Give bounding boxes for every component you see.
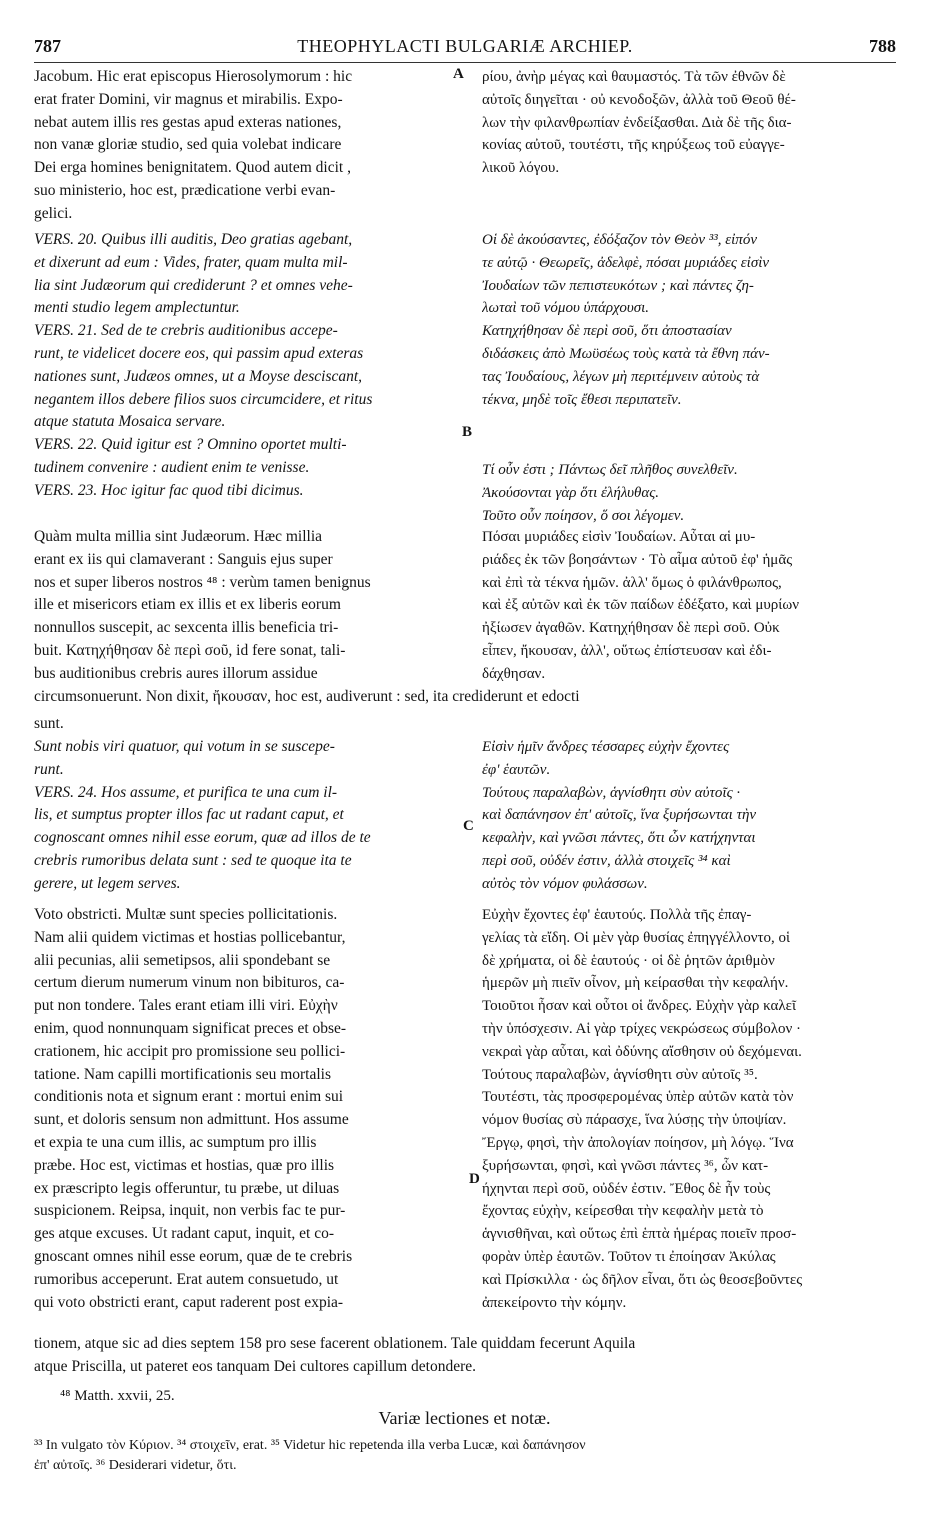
text-line: VERS. 20. Quibus illi auditis, Deo gratias agebant, xyxy=(34,231,353,248)
text-line: gnoscant omnes nihil esse eorum, quæ de te crebris xyxy=(34,1247,353,1265)
text-line: λων τὴν φιλανθρωπίαν ἐνδείξασθαι. Διὰ δὲ τῆς δια- xyxy=(482,114,792,131)
text-line: nationes sunt, Judæos omnes, ut a Moyse desciscant, xyxy=(34,367,363,385)
text-line: ήχηνται περὶ σοῦ, οὐδέν ἐστιν. Ἔθος δὲ ἦν τοὺς xyxy=(482,1180,771,1197)
margin-letter-a: A xyxy=(453,66,464,82)
text-line: τὴν ὑπόσχεσιν. Αἱ γὰρ τρίχες νεκρώσεως σύμβολον · xyxy=(482,1020,801,1037)
text-line: Ἔργῳ, φησὶ, τὴν ἀπολογίαν ποίησον, μὴ λόγῳ. Ἵνα xyxy=(482,1134,794,1151)
text-line: Εἰσὶν ἡμῖν ἄνδρες τέσσαρες εὐχὴν ἔχοντες xyxy=(482,739,730,755)
text-line: circumsonuerunt. Non dixit, ἤκουσαν, hoc est, audiverunt : sed, ita crediderunt et edocti xyxy=(34,688,580,705)
text-line: Ἰουδαίων τῶν πεπιστευκότων ; καὶ πάντες ζη- xyxy=(482,277,754,294)
text-line: Εὐχὴν ἔχοντες ἐφ' ἑαυτούς. Πολλὰ τῆς ἐπαγ- xyxy=(482,907,752,923)
page-header xyxy=(34,36,896,63)
text-block xyxy=(482,904,898,1314)
text-block xyxy=(482,66,898,180)
text-block xyxy=(482,526,898,686)
text-line: VERS. 21. Sed de te crebris auditionibus accepe- xyxy=(34,322,338,340)
text-line: ριάδες ἐκ τῶν βοησάντων · Τὸ αἷμα αὐτοῦ ἐφ' ἡμᾶς xyxy=(482,551,793,568)
text-line: alii pecunias, alii semetipsos, alii spondebant se xyxy=(34,951,331,969)
text-line: Quàm multa millia sint Judæorum. Hæc millia xyxy=(34,528,323,545)
text-line: suspicionem. Reipsa, inquit, non verbis fac te pur- xyxy=(34,1202,346,1220)
text-line: γελίας τὰ εἴδη. Οἱ μὲν γὰρ θυσίας ἐπηγγέλλοντο, οἱ xyxy=(482,929,791,946)
text-block xyxy=(34,904,462,1314)
full-width-paragraph xyxy=(34,1333,900,1379)
text-line: buit. Κατηχήθησαν δὲ περὶ σοῦ, id fere sonat, tali- xyxy=(34,641,346,659)
text-line: κονίας αὐτοῦ, τουτέστι, τῆς κηρύξεως τοῦ εὐαγγε- xyxy=(482,137,785,154)
text-line: gerere, ut legem serves. xyxy=(34,874,181,892)
text-block xyxy=(34,526,462,686)
text-line: νόμον θυσίας σὺ πάρασχε, ἵνα λύσῃς τὴν ὑποψίαν. xyxy=(482,1112,787,1129)
text-line: Sunt nobis viri quatuor, qui votum in se suscepe- xyxy=(34,738,335,755)
text-line: suo ministerio, hoc est, prædicatione verbi evan- xyxy=(34,181,336,199)
text-line: VERS. 22. Quid igitur est ? Omnino oportet multi- xyxy=(34,436,347,454)
text-line: φορὰν ὑπὲρ ἑαυτῶν. Τοῦτον τι ἐποίησαν Ἀκύλας xyxy=(482,1248,776,1265)
text-line: negantem illos debere filios suos circumcidere, et ritus xyxy=(34,390,373,408)
page-number-left: 787 xyxy=(34,36,61,56)
text-block xyxy=(34,713,462,736)
text-line: Πόσαι μυριάδες εἰσὶν Ἰουδαίων. Αὗται αἱ μυ- xyxy=(482,529,756,545)
text-line: runt. xyxy=(34,760,64,778)
text-line: nonnullos suscepit, ac sexcenta illis beneficia tri- xyxy=(34,619,339,637)
text-line: ἐφ' ἑαυτῶν. xyxy=(482,761,551,778)
text-line: Κατηχήθησαν δὲ περὶ σοῦ, ὅτι ἀποστασίαν xyxy=(482,323,732,340)
text-line: conditionis nota et signum erant : mortui enim sui xyxy=(34,1088,344,1106)
text-line: τε αὐτῷ · Θεωρεῖς, ἀδελφὲ, πόσαι μυριάδες εἰσὶν xyxy=(482,254,770,271)
text-line: Τούτους παραλαβὼν, ἁγνίσθητι σὺν αὐτοῖς · xyxy=(482,784,741,801)
text-line: διδάσκεις ἀπὸ Μωϋσέως τοὺς κατὰ τὰ ἔθνη πάν- xyxy=(482,345,770,362)
text-line: ξυρήσωνται, φησὶ, καὶ γνῶσι πάντες ³⁶, ὧν κατ- xyxy=(482,1157,769,1174)
text-line: VERS. 23. Hoc igitur fac quod tibi dicimus. xyxy=(34,481,304,499)
text-line: καὶ Πρίσκιλλα · ὡς δῆλον εἶναι, ὅτι ὡς θεοσεβοῦντες xyxy=(482,1271,803,1288)
text-line: et expia te una cum illis, ac sumptum pro illis xyxy=(34,1133,317,1151)
text-line: Dei erga homines benignitatem. Quod autem dicit , xyxy=(34,159,351,177)
text-line: εἶπεν, ἤκουσαν, ἀλλ', οὕτως ἐπίστευσαν καὶ ἐδι- xyxy=(482,642,772,659)
text-line: bus auditionibus crebris aures illorum assidue xyxy=(34,664,318,682)
text-line: VERS. 24. Hos assume, et purifica te una cum il- xyxy=(34,783,338,801)
text-line: lis, et sumptus propter illos fac ut radant caput, et xyxy=(34,806,344,824)
text-line: sunt, et doloris sensum non admittunt. Hos assume xyxy=(34,1111,349,1129)
text-line: qui voto obstricti erant, caput raderent post expia- xyxy=(34,1293,344,1311)
text-line: ἔχοντας εὐχὴν, κείρεσθαι τὴν κεφαλὴν μετὰ τὸ xyxy=(482,1203,764,1220)
text-line: Jacobum. Hic erat episcopus Hierosolymorum : hic xyxy=(34,68,353,85)
text-block xyxy=(482,229,898,411)
text-line: crationem, hic accipit pro promissione seu pollici- xyxy=(34,1042,346,1060)
text-line: sunt. xyxy=(34,715,64,732)
page-number-right: 788 xyxy=(869,36,896,56)
margin-letter-d: D xyxy=(469,1171,480,1187)
text-line: menti studio legem amplectuntur. xyxy=(34,299,240,317)
text-line: κεφαλὴν, καὶ γνῶσι πάντες, ὅτι ὧν κατήχηνται xyxy=(482,830,756,847)
text-line: runt, te videlicet docere eos, qui passim apud exteras xyxy=(34,344,364,362)
variae-lectiones-notes xyxy=(34,1436,900,1476)
text-line: ἀπεκείροντο τὴν κόμην. xyxy=(482,1294,627,1311)
footnote: ⁴⁸ Matth. xxvii, 25. xyxy=(60,1388,175,1404)
variae-lectiones-heading: Variæ lectiones et notæ. xyxy=(378,1408,551,1428)
text-line: tionem, atque sic ad dies septem 158 pro sese facerent oblationem. Tale quiddam fecerunt Aquila xyxy=(34,1335,636,1352)
text-line: Ἀκούσονται γὰρ ὅτι ἐλήλυθας. xyxy=(482,484,660,501)
text-line: rumoribus acceperunt. Erat autem consuetudo, ut xyxy=(34,1270,339,1288)
text-line: tatione. Nam capilli mortificationis seu mortalis xyxy=(34,1065,332,1083)
text-block xyxy=(482,459,898,527)
text-line: atque statuta Mosaica servare. xyxy=(34,413,226,431)
text-line: ἠξίωσεν ἀγαθῶν. Κατηχήθησαν δὲ περὶ σοῦ. Οὐκ xyxy=(482,620,780,637)
text-block xyxy=(34,229,462,503)
text-line: Voto obstricti. Multæ sunt species pollicitationis. xyxy=(34,906,338,923)
text-line: non vanæ gloriæ studio, sed quia volebat indicare xyxy=(34,136,342,154)
text-line: Οἱ δὲ ἀκούσαντες, ἐδόξαζον τὸν Θεὸν ³³, εἰπόν xyxy=(482,232,757,248)
text-line: Τί οὖν ἐστι ; Πάντως δεῖ πλῆθος συνελθεῖν. xyxy=(482,462,738,478)
text-line: enim, quod nonnunquam significat preces et obse- xyxy=(34,1019,347,1037)
text-line: cognoscant omnes nihil esse eorum, quæ ad illos de te xyxy=(34,829,371,847)
text-line: λωταὶ τοῦ νόμου ὑπάρχουσι. xyxy=(482,300,650,317)
text-line: ρίου, ἀνὴρ μέγας καὶ θαυμαστός. Τὰ τῶν ἐθνῶν δὲ xyxy=(482,69,786,85)
text-line: τέκνα, μηδὲ τοῖς ἔθεσι περιπατεῖν. xyxy=(482,391,682,408)
text-line: ges atque excuses. Ut radant caput, inquit, et co- xyxy=(34,1225,334,1243)
text-line: καὶ ἐξ αὐτῶν καὶ ἐκ τῶν παίδων ἐδέξατο, καὶ μυρίων xyxy=(482,597,799,614)
text-line: ille et misericors etiam ex illis et ex liberis eorum xyxy=(34,596,341,614)
text-line: λικοῦ λόγου. xyxy=(482,160,560,177)
text-line: περὶ σοῦ, οὐδέν ἐστιν, ἀλλὰ στοιχεῖς ³⁴ καὶ xyxy=(482,852,731,869)
text-line: Τοῦτο οὖν ποίησον, ὅ σοι λέγομεν. xyxy=(482,507,685,524)
text-line: αὐτὸς τὸν νόμον φυλάσσων. xyxy=(482,875,648,892)
margin-letter-c: C xyxy=(463,818,474,834)
text-block xyxy=(482,736,898,896)
text-line: καὶ ἐπὶ τὰ τέκνα ἡμῶν. ἀλλ' ὅμως ὁ φιλάνθρωπος, xyxy=(482,574,782,591)
text-line: ex præscripto legis offeruntur, tu præbe, ut diluas xyxy=(34,1179,340,1197)
full-width-line xyxy=(34,686,900,709)
note-line: ἐπ' αὐτοῖς. ³⁶ Desiderari videtur, ὅτι. xyxy=(34,1458,237,1473)
text-line: atque Priscilla, ut pateret eos tanquam Dei cultores capillum detondere. xyxy=(34,1357,477,1375)
note-line: ³³ In vulgato τὸν Κύριον. ³⁴ στοιχεῖν, erat. ³⁵ Videtur hic repetenda illa verba Lucæ, καὶ δαπάνησον xyxy=(34,1438,586,1453)
text-line: tudinem convenire : audient enim te venisse. xyxy=(34,458,310,476)
text-line: Τούτους παραλαβὼν, ἁγνίσθητι σὺν αὐτοῖς ³⁵. xyxy=(482,1066,758,1083)
margin-letter-b: B xyxy=(462,424,473,440)
text-line: αὐτοῖς διηγεῖται · οὐ κενοδοξῶν, ἀλλὰ τοῦ Θεοῦ θέ- xyxy=(482,91,796,108)
text-line: δάχθησαν. xyxy=(482,665,546,682)
text-line: ἁγνισθῆναι, καὶ οὕτως ἐπὶ ἑπτὰ ἡμέρας ποιεῖν προσ- xyxy=(482,1226,797,1243)
running-title: THEOPHYLACTI BULGARIÆ ARCHIEP. xyxy=(297,36,633,56)
text-line: ἡμερῶν μὴ πιεῖν οἶνον, μὴ κείρασθαι τὴν κεφαλήν. xyxy=(482,975,789,992)
text-line: Nam alii quidem victimas et hostias pollicebantur, xyxy=(34,928,346,946)
text-line: erant ex iis qui clamaverant : Sanguis ejus super xyxy=(34,550,333,568)
text-line: Τουτέστι, τὰς προσφερομένας ὑπὲρ αὐτῶν κατὰ τὸν xyxy=(482,1089,794,1106)
text-line: certum dierum numerum vinum non bibituros, ca- xyxy=(34,974,345,992)
text-line: et dixerunt ad eum : Vides, frater, quam multa mil- xyxy=(34,253,348,271)
text-block xyxy=(34,736,462,896)
text-line: nos et super liberos nostros ⁴⁸ : verùm tamen benignus xyxy=(34,573,371,591)
text-line: præbe. Hoc est, victimas et hostias, quæ pro illis xyxy=(34,1156,335,1174)
text-line: put non tondere. Tales erant etiam illi viri. Εὐχὴν xyxy=(34,997,338,1015)
text-line: erat frater Domini, vir magnus et mirabilis. Expo- xyxy=(34,90,343,108)
text-line: Τοιοῦτοι ἦσαν καὶ οὗτοι οἱ ἄνδρες. Εὐχὴν γὰρ καλεῖ xyxy=(482,998,796,1015)
text-line: nebat autem illis res gestas apud exteras nationes, xyxy=(34,113,342,131)
text-block xyxy=(34,66,462,226)
text-line: καὶ δαπάνησον ἐπ' αὐτοῖς, ἵνα ξυρήσωνται τὴν xyxy=(482,807,757,824)
text-line: crebris rumoribus delata sunt : sed te quoque ita te xyxy=(34,851,352,869)
text-line: gelici. xyxy=(34,204,73,222)
text-line: δὲ χρήματα, οἱ δὲ ἑαυτούς · οἱ δὲ ῥητῶν ἀριθμὸν xyxy=(482,952,775,969)
text-line: τας Ἰουδαίους, λέγων μὴ περιτέμνειν αὐτοὺς τὰ xyxy=(482,368,760,385)
text-line: νεκραὶ γὰρ αὗται, καὶ ὀδύνης αἴσθησιν οὐ δεχόμεναι. xyxy=(482,1043,802,1060)
text-line: lia sint Judæorum qui crediderunt ? et omnes vehe- xyxy=(34,276,353,294)
